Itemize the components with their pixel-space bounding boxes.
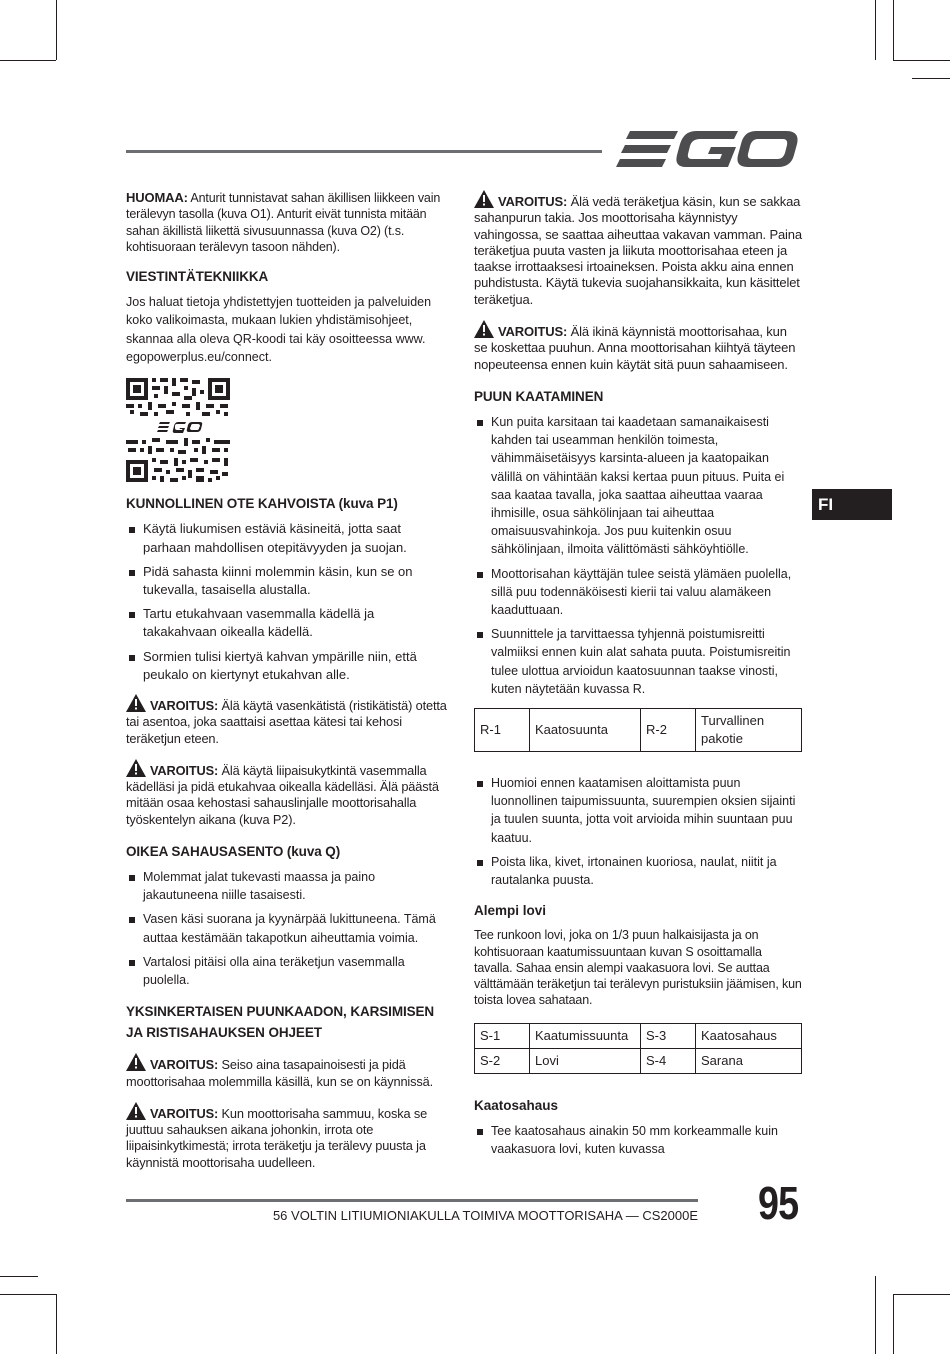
table-s xyxy=(474,1023,802,1074)
crop-mark xyxy=(912,78,950,79)
table-cell: S-4 xyxy=(641,1048,696,1073)
warning-text: Älä ikinä käynnistä moottorisahaa, kun se koskettaa puuhun. Anna moottorisahan kiihtyä täyteen nopeuteensa ennen kuin käytät sitä puun sahaamiseen. xyxy=(474,324,796,372)
list-item: Molemmat jalat tukevasti maassa ja paino jakautuneena niille tasaisesti. xyxy=(126,868,450,904)
note-text: Anturit tunnistavat sahan äkillisen liikkeen vain terälevyn tasolla (kuva O1). Anturit eivät tunnista mitään sahan äkillistä liikettä sivusuunnassa (kuva O2) (t.s. kohtisuoraan terälevyn tasoon nähden). xyxy=(126,191,441,254)
list-item: Pidä sahasta kiinni molemmin käsin, kun se on tukevalla, tasaisella alustalla. xyxy=(126,563,450,599)
communication-text: Jos haluat tietoja yhdistettyjen tuotteiden ja palveluiden koko valikoimasta, mukaan lukien yhdistämisohjeet, skannaa alla oleva QR-koodi tai käy osoitteessa www. egopowerplus.eu/connect. xyxy=(126,295,432,365)
warning-text: Älä vedä teräketjua käsin, kun se sakkaa sahanpurun takia. Jos moottorisaha käynnistyy vahingossa, se saattaa aiheuttaa vakavan vamman. Paina teräketjua puuta vasten ja liikuta moottorisahaa eteen ja taakse irrottaaksesi irtoaineksen. Poista akku aina ennen puhdistusta. Käytä tukevia suojahansikkaita, kun käsittelet teräketjua. xyxy=(474,194,802,307)
language-tab: FI xyxy=(812,489,892,520)
crop-mark xyxy=(875,1294,876,1354)
list-item: Käytä liukumisen estäviä käsineitä, jotta saat parhaan mahdollisen otepitävyyden ja suojan. xyxy=(126,520,450,556)
warning-label: VAROITUS: xyxy=(150,1105,219,1121)
warning-icon xyxy=(126,694,146,712)
list-item: Tee kaatosahaus ainakin 50 mm korkeammalle kuin vaakasuora lovi, kuten kuvassa xyxy=(474,1122,802,1158)
table-row xyxy=(475,1048,802,1073)
note-lead: HUOMAA: xyxy=(126,190,188,205)
crop-mark xyxy=(0,60,56,61)
warning-icon xyxy=(126,1053,146,1071)
warning-text: Seiso aina tasapainoisesti ja pidä moottorisahaa molemmilla käsillä, kun se on käynnissä. xyxy=(126,1057,433,1089)
warning-label: VAROITUS: xyxy=(150,762,219,778)
warning-1 xyxy=(126,694,450,747)
notch-text: Tee runkoon lovi, joka on 1/3 puun halkaisijasta ja on kohtisuoraan kaatumissuuntaan kuvan S osoittamalla tavalla. Sahaa ensin alempi vaakasuora lovi. Se auttaa välttämään teräketjun tai terälevyn puristuksiin jäämisen, kun toista lovea sahataan. xyxy=(474,928,802,1008)
warning-text: Kun moottorisaha sammuu, koska se juuttuu sahauksen aikana johonkin, irrota ote liipaisinkytkimestä; irrota teräketju ja terälevy puusta ja käynnistä moottorisaha uudelleen. xyxy=(126,1105,428,1170)
list-item: Poista lika, kivet, irtonainen kuoriosa, naulat, niitit ja rautalanka puusta. xyxy=(474,853,802,889)
header-rule xyxy=(126,150,602,153)
warning-label: VAROITUS: xyxy=(498,324,568,340)
list-item: Sormien tulisi kiertyä kahvan ympärille niin, että peukalo on kiertynyt etukahvan alle. xyxy=(126,648,450,684)
list-item: Vasen käsi suorana ja kyynärpää lukittuneena. Tämä auttaa kestämään takapotkun aiheuttamia voimia. xyxy=(126,910,450,946)
footer-title: 56 VOLTIN LITIUMIONIAKULLA TOIMIVA MOOTTORISAHA — CS2000E xyxy=(272,1208,698,1223)
warning-2 xyxy=(126,759,450,828)
table-cell: Sarana xyxy=(696,1048,802,1073)
list-item: Kun puita karsitaan tai kaadetaan samanaikaisesti kahden tai useamman henkilön toimesta, vähimmäisetäisyys karsinta-alueen ja kaatopaikan välillä on vähintään kaksi kertaa puun pituus. Puita ei saa kaataa tavalla, joka saattaa aiheuttaa vaaraa ihmisille, osua sähkölinjaan tai aiheuttaa omaisuusvahinkoja. Jos puu kuitenkin osuu sähkölinjaan, ilmoita välittömästi sähköyhtiölle. xyxy=(474,413,802,559)
list-item: Huomioi ennen kaatamisen aloittamista puun luonnollinen taipumissuunta, suurempien oksien sijainti ja tuulen suunta, jotta voit arvioida mihin suuntaan puu kaatuu. xyxy=(474,774,802,847)
footer-rule xyxy=(126,1199,698,1202)
stance-list xyxy=(126,868,450,989)
table-cell: S-3 xyxy=(641,1023,696,1048)
list-item: Tartu etukahvaan vasemmalla kädellä ja takakahvaan oikealla kädellä. xyxy=(126,605,450,641)
note-paragraph xyxy=(126,190,450,255)
warning-label: VAROITUS: xyxy=(150,698,219,713)
heading-communication: VIESTINTÄTEKNIIKKA xyxy=(126,269,269,285)
warning-icon xyxy=(126,1102,146,1120)
heading-simple-felling: YKSINKERTAISEN PUUNKAADON, KARSIMISEN JA RISTISAHAUKSEN OHJEET xyxy=(126,1004,435,1041)
table-cell: Lovi xyxy=(530,1048,641,1073)
crop-mark xyxy=(0,1294,56,1295)
warning-text: Älä käytä vasenkätistä (ristikätistä) otetta tai asentoa, joka saattaisi asettaa kätesi tai kehosi teräketjun eteen. xyxy=(126,698,447,746)
crop-mark xyxy=(893,1294,950,1295)
list-item: Suunnittele ja tarvittaessa tyhjennä poistumisreitti valmiiksi ennen kuin alat sahata puuta. Poistumisreitin tulee ulottua arvioidun kaatosuunnan taakse vinosti, kuten näytetään kuvassa R. xyxy=(474,625,802,698)
table-cell: S-1 xyxy=(475,1023,530,1048)
warning-5 xyxy=(474,190,802,308)
table-cell: R-2 xyxy=(641,709,696,752)
list-item: Moottorisahan käyttäjän tulee seistä ylämäen puolella, sillä puu todennäköisesti kierii tai valuu alamäkeen kaaduttuaan. xyxy=(474,565,802,620)
table-row xyxy=(475,1023,802,1048)
left-column xyxy=(126,190,450,1183)
warning-text: Älä käytä liipaisukytkintä vasemmalla kädelläsi ja pidä etukahvaa oikealla kädelläsi. Älä päästä mitään osaa kehostasi sahauslinjalle moottorisahalla työskentelyn aikana (kuva P2). xyxy=(126,762,439,827)
table-cell: Kaatumissuunta xyxy=(530,1023,641,1048)
felling-list-2 xyxy=(474,774,802,889)
heading-stance: OIKEA SAHAUSASENTO (kuva Q) xyxy=(126,844,341,860)
crop-mark xyxy=(875,0,876,60)
warning-4 xyxy=(126,1102,450,1171)
warning-label: VAROITUS: xyxy=(498,194,568,209)
warning-icon xyxy=(474,190,494,208)
heading-grip: KUNNOLLINEN OTE KAHVOISTA (kuva P1) xyxy=(126,496,398,512)
heading-felling: PUUN KAATAMINEN xyxy=(474,388,604,404)
felling-list xyxy=(474,413,802,698)
crop-mark xyxy=(893,0,894,60)
grip-list xyxy=(126,520,450,684)
backcut-list xyxy=(474,1122,802,1158)
heading-notch: Alempi lovi xyxy=(474,903,547,919)
warning-6 xyxy=(474,320,802,373)
warning-icon xyxy=(126,759,146,777)
qr-code xyxy=(126,378,230,482)
table-r xyxy=(474,708,802,752)
heading-backcut: Kaatosahaus xyxy=(474,1097,559,1113)
crop-mark xyxy=(56,1294,57,1354)
warning-label: VAROITUS: xyxy=(150,1057,219,1073)
crop-mark xyxy=(56,0,57,60)
warning-3 xyxy=(126,1053,450,1090)
table-cell: R-1 xyxy=(475,709,530,752)
crop-mark xyxy=(893,1294,894,1354)
page-number: 95 xyxy=(758,1177,799,1229)
table-cell: Turvallinen pakotie xyxy=(696,709,802,752)
table-row xyxy=(475,709,802,752)
crop-mark xyxy=(893,60,950,61)
list-item: Vartalosi pitäisi olla aina teräketjun vasemmalla puolella. xyxy=(126,953,450,989)
ego-logo xyxy=(616,128,800,172)
table-cell: S-2 xyxy=(475,1048,530,1073)
crop-mark xyxy=(0,1276,38,1277)
table-cell: Kaatosuunta xyxy=(530,709,641,752)
crop-mark xyxy=(875,1276,876,1294)
table-cell: Kaatosahaus xyxy=(696,1023,802,1048)
right-column xyxy=(474,190,802,1168)
warning-icon xyxy=(474,320,494,338)
